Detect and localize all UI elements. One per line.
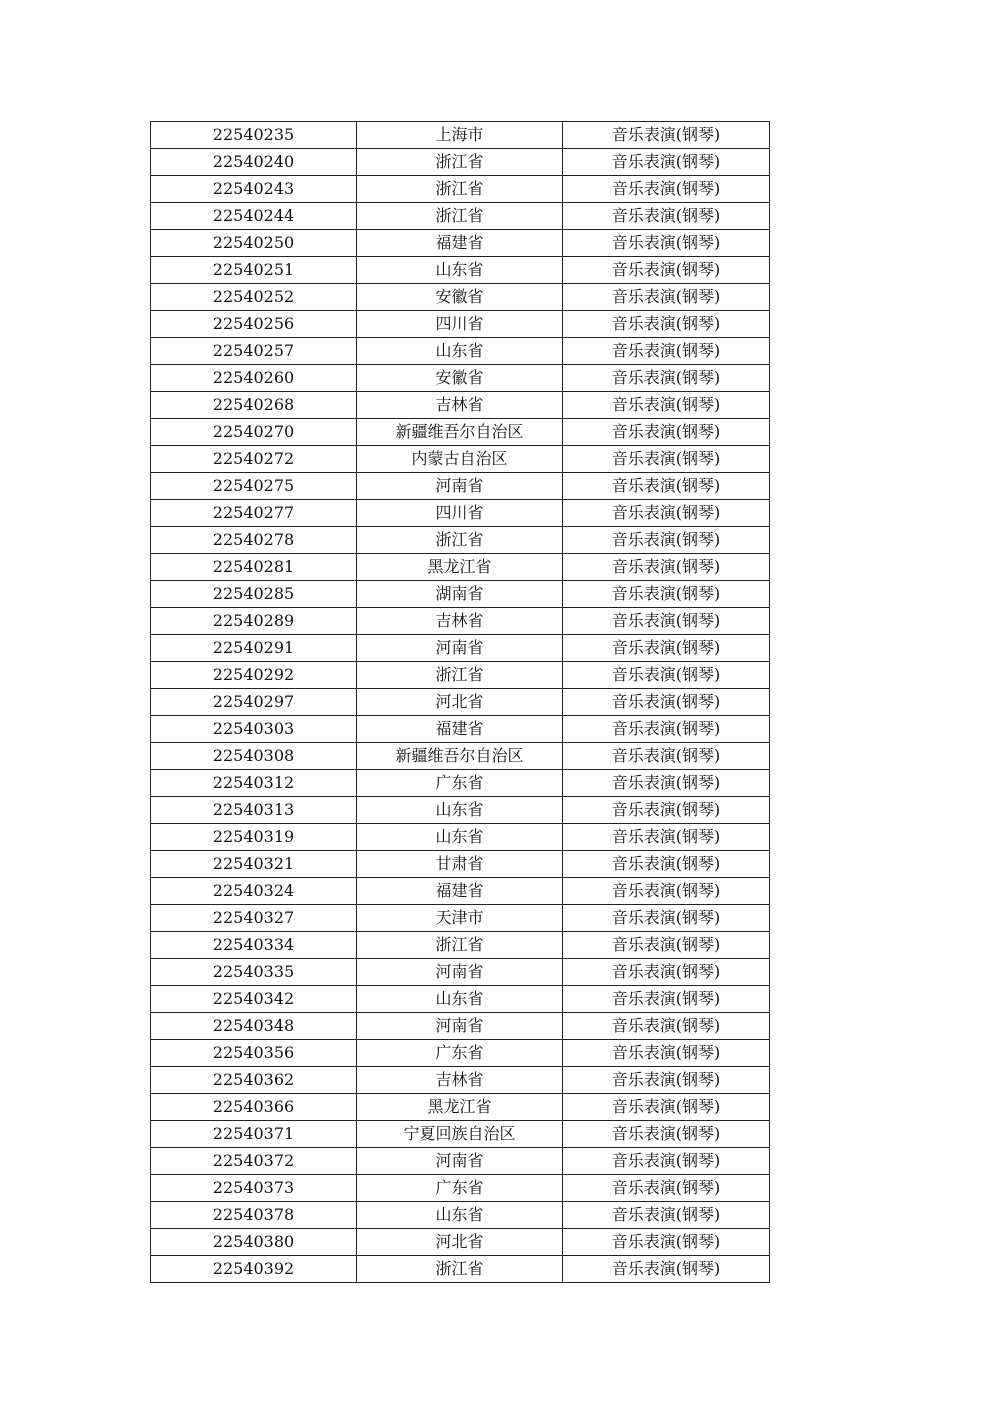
candidate-id-cell: 22540277 [151, 500, 357, 527]
candidate-id-cell: 22540278 [151, 527, 357, 554]
province-cell: 黑龙江省 [357, 1094, 563, 1121]
candidate-id-cell: 22540260 [151, 365, 357, 392]
table-row [151, 1121, 770, 1148]
province-cell: 浙江省 [357, 527, 563, 554]
province-cell: 吉林省 [357, 608, 563, 635]
table-row [151, 1229, 770, 1256]
table-row [151, 122, 770, 149]
candidate-id-cell: 22540240 [151, 149, 357, 176]
candidate-id-cell: 22540356 [151, 1040, 357, 1067]
major-cell: 音乐表演(钢琴) [563, 824, 770, 851]
candidate-id-cell: 22540243 [151, 176, 357, 203]
major-cell: 音乐表演(钢琴) [563, 122, 770, 149]
table-row [151, 1256, 770, 1283]
province-cell: 天津市 [357, 905, 563, 932]
major-cell: 音乐表演(钢琴) [563, 527, 770, 554]
major-cell: 音乐表演(钢琴) [563, 1148, 770, 1175]
province-cell: 广东省 [357, 1175, 563, 1202]
province-cell: 河南省 [357, 959, 563, 986]
table-row [151, 284, 770, 311]
candidate-id-cell: 22540319 [151, 824, 357, 851]
province-cell: 广东省 [357, 1040, 563, 1067]
province-cell: 安徽省 [357, 365, 563, 392]
table-row [151, 554, 770, 581]
candidate-id-cell: 22540373 [151, 1175, 357, 1202]
candidate-id-cell: 22540285 [151, 581, 357, 608]
candidate-id-cell: 22540372 [151, 1148, 357, 1175]
major-cell: 音乐表演(钢琴) [563, 797, 770, 824]
table-row [151, 392, 770, 419]
province-cell: 上海市 [357, 122, 563, 149]
province-cell: 宁夏回族自治区 [357, 1121, 563, 1148]
candidate-id-cell: 22540335 [151, 959, 357, 986]
province-cell: 四川省 [357, 500, 563, 527]
province-cell: 福建省 [357, 878, 563, 905]
major-cell: 音乐表演(钢琴) [563, 959, 770, 986]
candidate-id-cell: 22540321 [151, 851, 357, 878]
candidate-id-cell: 22540348 [151, 1013, 357, 1040]
table-row [151, 1094, 770, 1121]
table-row [151, 176, 770, 203]
table-row [151, 959, 770, 986]
province-cell: 浙江省 [357, 149, 563, 176]
table-row [151, 446, 770, 473]
major-cell: 音乐表演(钢琴) [563, 1013, 770, 1040]
province-cell: 浙江省 [357, 1256, 563, 1283]
table-row [151, 1202, 770, 1229]
major-cell: 音乐表演(钢琴) [563, 149, 770, 176]
major-cell: 音乐表演(钢琴) [563, 986, 770, 1013]
province-cell: 四川省 [357, 311, 563, 338]
major-cell: 音乐表演(钢琴) [563, 743, 770, 770]
table-row [151, 311, 770, 338]
major-cell: 音乐表演(钢琴) [563, 176, 770, 203]
province-cell: 内蒙古自治区 [357, 446, 563, 473]
province-cell: 浙江省 [357, 176, 563, 203]
table-row [151, 365, 770, 392]
major-cell: 音乐表演(钢琴) [563, 770, 770, 797]
table-row [151, 1040, 770, 1067]
table-row [151, 257, 770, 284]
major-cell: 音乐表演(钢琴) [563, 1040, 770, 1067]
table-row [151, 419, 770, 446]
major-cell: 音乐表演(钢琴) [563, 257, 770, 284]
candidate-id-cell: 22540312 [151, 770, 357, 797]
major-cell: 音乐表演(钢琴) [563, 1202, 770, 1229]
major-cell: 音乐表演(钢琴) [563, 392, 770, 419]
province-cell: 山东省 [357, 338, 563, 365]
major-cell: 音乐表演(钢琴) [563, 662, 770, 689]
province-cell: 福建省 [357, 230, 563, 257]
province-cell: 吉林省 [357, 392, 563, 419]
table-row [151, 473, 770, 500]
candidate-id-cell: 22540292 [151, 662, 357, 689]
candidate-id-cell: 22540380 [151, 1229, 357, 1256]
table-row [151, 851, 770, 878]
candidate-id-cell: 22540270 [151, 419, 357, 446]
major-cell: 音乐表演(钢琴) [563, 203, 770, 230]
major-cell: 音乐表演(钢琴) [563, 608, 770, 635]
table-row [151, 905, 770, 932]
major-cell: 音乐表演(钢琴) [563, 1067, 770, 1094]
candidate-table-body [151, 122, 770, 1283]
major-cell: 音乐表演(钢琴) [563, 878, 770, 905]
province-cell: 山东省 [357, 986, 563, 1013]
table-row [151, 770, 770, 797]
candidate-id-cell: 22540252 [151, 284, 357, 311]
province-cell: 河南省 [357, 1148, 563, 1175]
province-cell: 河北省 [357, 689, 563, 716]
table-row [151, 797, 770, 824]
major-cell: 音乐表演(钢琴) [563, 1121, 770, 1148]
major-cell: 音乐表演(钢琴) [563, 1175, 770, 1202]
candidate-id-cell: 22540272 [151, 446, 357, 473]
table-row [151, 203, 770, 230]
candidate-id-cell: 22540291 [151, 635, 357, 662]
major-cell: 音乐表演(钢琴) [563, 554, 770, 581]
candidate-id-cell: 22540235 [151, 122, 357, 149]
candidate-id-cell: 22540275 [151, 473, 357, 500]
candidate-id-cell: 22540256 [151, 311, 357, 338]
candidate-id-cell: 22540324 [151, 878, 357, 905]
province-cell: 河南省 [357, 635, 563, 662]
candidate-id-cell: 22540257 [151, 338, 357, 365]
candidate-id-cell: 22540308 [151, 743, 357, 770]
province-cell: 河南省 [357, 1013, 563, 1040]
province-cell: 安徽省 [357, 284, 563, 311]
candidate-id-cell: 22540366 [151, 1094, 357, 1121]
major-cell: 音乐表演(钢琴) [563, 581, 770, 608]
table-row [151, 824, 770, 851]
province-cell: 山东省 [357, 797, 563, 824]
province-cell: 广东省 [357, 770, 563, 797]
candidate-id-cell: 22540378 [151, 1202, 357, 1229]
candidate-id-cell: 22540327 [151, 905, 357, 932]
major-cell: 音乐表演(钢琴) [563, 419, 770, 446]
major-cell: 音乐表演(钢琴) [563, 851, 770, 878]
province-cell: 河北省 [357, 1229, 563, 1256]
table-row [151, 1067, 770, 1094]
table-row [151, 338, 770, 365]
province-cell: 吉林省 [357, 1067, 563, 1094]
table-row [151, 581, 770, 608]
major-cell: 音乐表演(钢琴) [563, 905, 770, 932]
major-cell: 音乐表演(钢琴) [563, 311, 770, 338]
province-cell: 山东省 [357, 1202, 563, 1229]
table-row [151, 1013, 770, 1040]
province-cell: 浙江省 [357, 203, 563, 230]
candidate-id-cell: 22540281 [151, 554, 357, 581]
major-cell: 音乐表演(钢琴) [563, 230, 770, 257]
province-cell: 浙江省 [357, 932, 563, 959]
major-cell: 音乐表演(钢琴) [563, 635, 770, 662]
table-row [151, 1175, 770, 1202]
table-row [151, 608, 770, 635]
province-cell: 新疆维吾尔自治区 [357, 419, 563, 446]
candidate-id-cell: 22540371 [151, 1121, 357, 1148]
province-cell: 山东省 [357, 824, 563, 851]
major-cell: 音乐表演(钢琴) [563, 932, 770, 959]
major-cell: 音乐表演(钢琴) [563, 716, 770, 743]
table-row [151, 716, 770, 743]
province-cell: 黑龙江省 [357, 554, 563, 581]
province-cell: 新疆维吾尔自治区 [357, 743, 563, 770]
province-cell: 福建省 [357, 716, 563, 743]
table-row [151, 635, 770, 662]
table-row [151, 527, 770, 554]
candidate-id-cell: 22540362 [151, 1067, 357, 1094]
major-cell: 音乐表演(钢琴) [563, 1256, 770, 1283]
major-cell: 音乐表演(钢琴) [563, 365, 770, 392]
major-cell: 音乐表演(钢琴) [563, 446, 770, 473]
candidate-id-cell: 22540313 [151, 797, 357, 824]
table-row [151, 1148, 770, 1175]
candidate-id-cell: 22540268 [151, 392, 357, 419]
major-cell: 音乐表演(钢琴) [563, 338, 770, 365]
major-cell: 音乐表演(钢琴) [563, 284, 770, 311]
table-row [151, 689, 770, 716]
major-cell: 音乐表演(钢琴) [563, 473, 770, 500]
candidate-id-cell: 22540303 [151, 716, 357, 743]
province-cell: 浙江省 [357, 662, 563, 689]
candidate-id-cell: 22540289 [151, 608, 357, 635]
candidate-id-cell: 22540297 [151, 689, 357, 716]
table-row [151, 986, 770, 1013]
table-row [151, 743, 770, 770]
candidate-table [150, 121, 770, 1283]
candidate-id-cell: 22540250 [151, 230, 357, 257]
table-row [151, 662, 770, 689]
candidate-id-cell: 22540334 [151, 932, 357, 959]
major-cell: 音乐表演(钢琴) [563, 1094, 770, 1121]
table-row [151, 149, 770, 176]
major-cell: 音乐表演(钢琴) [563, 500, 770, 527]
table-row [151, 230, 770, 257]
province-cell: 山东省 [357, 257, 563, 284]
candidate-id-cell: 22540251 [151, 257, 357, 284]
province-cell: 甘肃省 [357, 851, 563, 878]
table-row [151, 932, 770, 959]
major-cell: 音乐表演(钢琴) [563, 1229, 770, 1256]
candidate-id-cell: 22540342 [151, 986, 357, 1013]
major-cell: 音乐表演(钢琴) [563, 689, 770, 716]
province-cell: 湖南省 [357, 581, 563, 608]
province-cell: 河南省 [357, 473, 563, 500]
candidate-id-cell: 22540392 [151, 1256, 357, 1283]
candidate-id-cell: 22540244 [151, 203, 357, 230]
table-row [151, 878, 770, 905]
table-row [151, 500, 770, 527]
